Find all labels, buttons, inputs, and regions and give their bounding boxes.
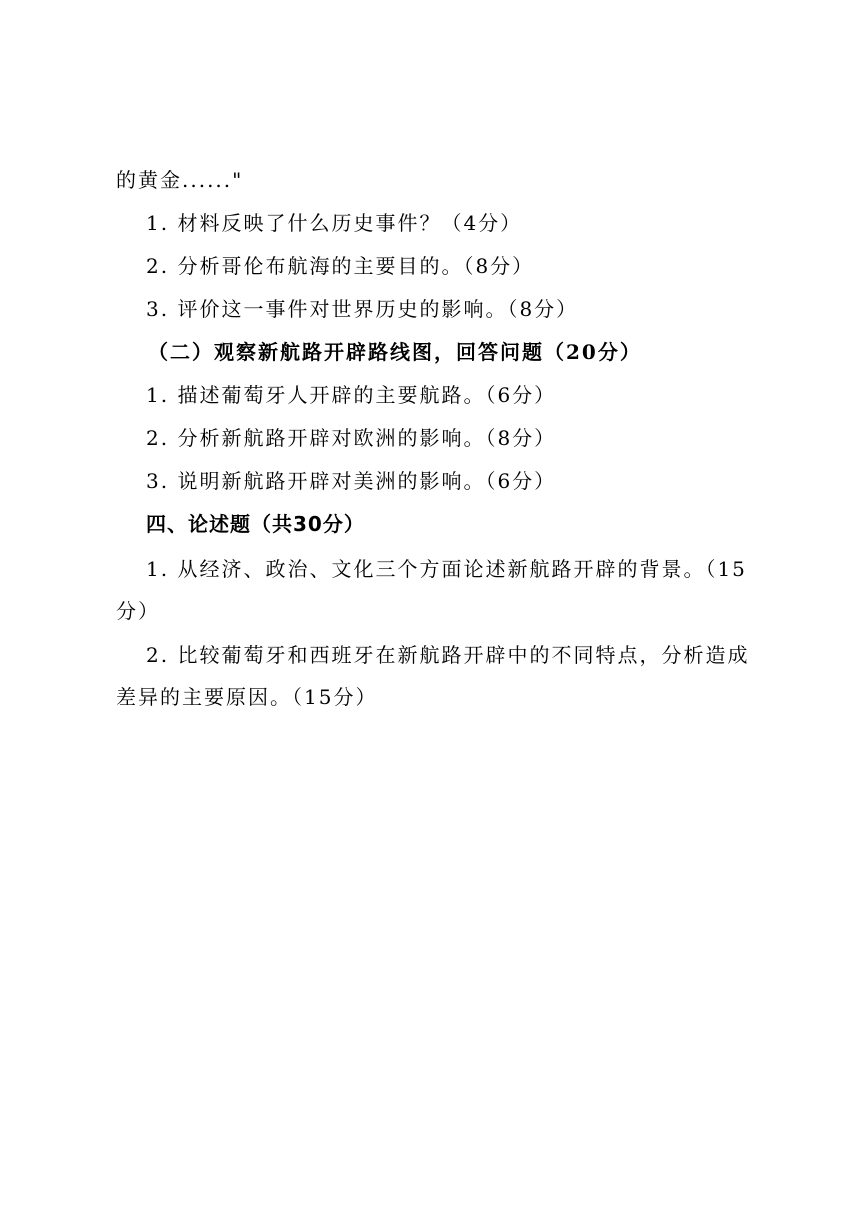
quoted-material-end: 的黄金......"	[116, 168, 244, 192]
essay-question-2: 2. 比较葡萄牙和西班牙在新航路开辟中的不同特点，分析造成差异的主要原因。（15分）	[116, 643, 750, 709]
subsection-heading: （二）观察新航路开辟路线图，回答问题（20分）	[148, 340, 642, 364]
question-2-3: 3. 说明新航路开辟对美洲的影响。（6分）	[146, 469, 557, 493]
essay-question-1: 1. 从经济、政治、文化三个方面论述新航路开辟的背景。（15分）	[116, 557, 747, 623]
question-1-1: 1. 材料反映了什么历史事件？（4分）	[146, 211, 523, 235]
question-1-3: 3. 评价这一事件对世界历史的影响。（8分）	[146, 297, 579, 321]
question-1-2: 2. 分析哥伦布航海的主要目的。（8分）	[146, 254, 535, 278]
question-2-1: 1. 描述葡萄牙人开辟的主要航路。（6分）	[146, 383, 557, 407]
question-2-2: 2. 分析新航路开辟对欧洲的影响。（8分）	[146, 426, 557, 450]
section-heading: 四、论述题（共30分）	[146, 512, 365, 536]
